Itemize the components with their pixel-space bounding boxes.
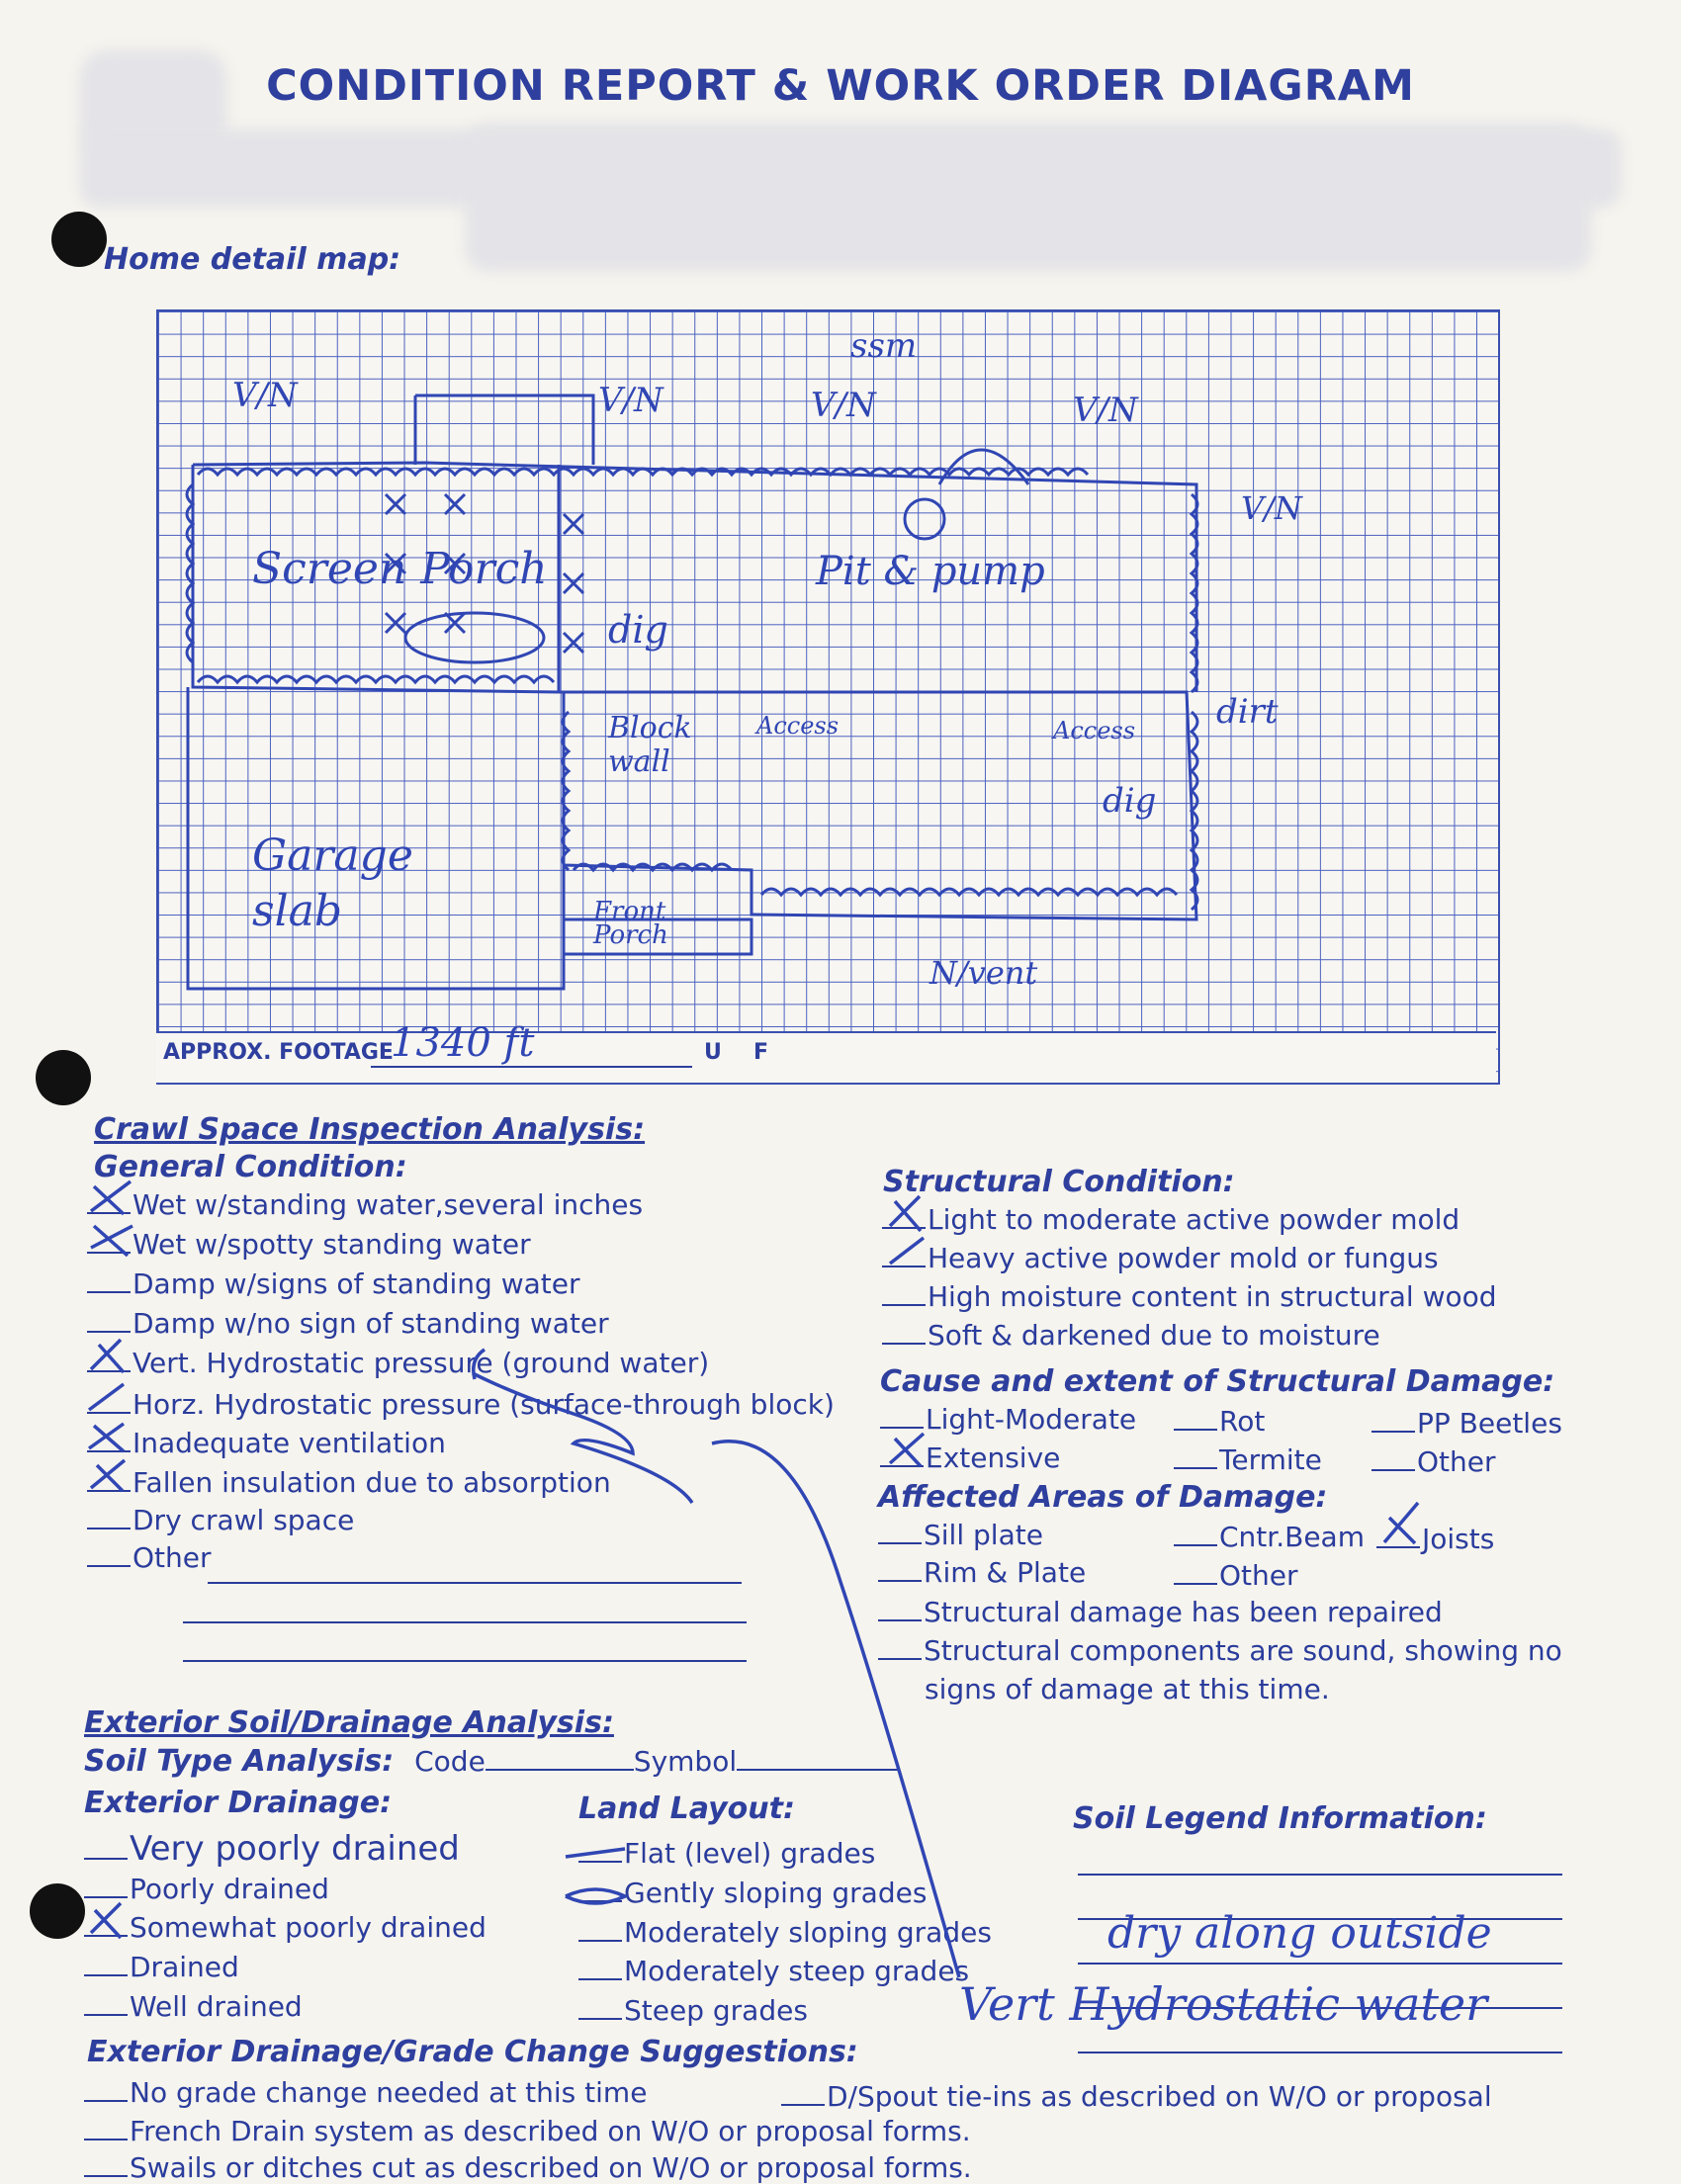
cause-item: Light-Moderate <box>880 1403 1136 1436</box>
soil-legend-title: Soil Legend Information: <box>1073 1801 1487 1836</box>
affected-item: Sill plate <box>878 1519 1043 1551</box>
land-item: Moderately steep grades <box>578 1955 969 1987</box>
drainage-item: Drained <box>84 1951 239 1983</box>
suggest-item: D/Spout tie-ins as described on W/O or proposal <box>781 2080 1492 2113</box>
general-item: Wet w/standing water,several inches <box>87 1188 643 1221</box>
approx-footage-value: 1340 ft <box>391 1020 535 1066</box>
cause-title: Cause and extent of Structural Damage: <box>880 1364 1555 1399</box>
map-note-screen-porch: Screen Porch <box>252 544 548 594</box>
soil-title: Exterior Soil/Drainage Analysis: <box>84 1705 614 1740</box>
suggest-item: French Drain system as described on W/O or proposal forms. <box>84 2115 971 2147</box>
affected-title: Affected Areas of Damage: <box>878 1480 1328 1515</box>
general-item: Vert. Hydrostatic pressure (ground water) <box>87 1347 709 1379</box>
general-item: Other <box>87 1541 212 1574</box>
map-note-vn-3: V/N <box>811 386 876 425</box>
u-label: U <box>704 1040 722 1065</box>
crawl-space-title: Crawl Space Inspection Analysis: <box>94 1112 646 1147</box>
cause-item: Extensive <box>880 1441 1060 1474</box>
map-note-dig-1: dig <box>608 608 668 652</box>
general-item: Damp w/no sign of standing water <box>87 1307 609 1340</box>
map-note-right-vn: V/N <box>1241 489 1302 527</box>
land-item: Flat (level) grades <box>578 1837 875 1870</box>
map-note-pit-pump: Pit & pump <box>816 549 1045 594</box>
drainage-item: Very poorly drained <box>84 1829 460 1869</box>
map-note-dig-2: dig <box>1103 781 1157 821</box>
legend-handwriting-2: Vert Hydrostatic water <box>959 1977 1488 2031</box>
legend-handwriting-1: dry along outside <box>1107 1908 1492 1959</box>
land-item: Steep grades <box>578 1994 808 2027</box>
drainage-item: Poorly drained <box>84 1873 329 1905</box>
repaired-item: Structural damage has been repaired <box>878 1596 1443 1628</box>
map-note-access-2: Access <box>1053 717 1136 744</box>
general-item: Fallen insulation due to absorption <box>87 1466 611 1499</box>
affected-item: Other <box>1174 1559 1298 1592</box>
map-note-block-wall: Block wall <box>608 711 692 779</box>
land-item: Moderately sloping grades <box>578 1916 992 1949</box>
home-detail-map-label: Home detail map: <box>104 242 401 277</box>
exterior-drainage-title: Exterior Drainage: <box>84 1786 393 1820</box>
land-item: Gently sloping grades <box>578 1877 927 1909</box>
suggestions-title: Exterior Drainage/Grade Change Suggestions: <box>87 2035 858 2069</box>
soil-type-label: Soil Type Analysis: <box>84 1744 395 1779</box>
general-item: Inadequate ventilation <box>87 1427 446 1459</box>
structural-condition-title: Structural Condition: <box>883 1165 1235 1199</box>
map-note-top: ssm <box>850 326 918 366</box>
structural-item: High moisture content in structural wood <box>882 1280 1497 1313</box>
cause-item: Rot <box>1174 1405 1265 1438</box>
map-note-front-porch: Front Porch <box>593 897 668 950</box>
page-title: CONDITION REPORT & WORK ORDER DIAGRAM <box>266 61 1415 111</box>
drainage-item: Somewhat poorly drained <box>84 1911 487 1944</box>
structural-item: Soft & darkened due to moisture <box>882 1319 1380 1352</box>
sound-item-cont: signs of damage at this time. <box>925 1673 1330 1705</box>
structural-item: Heavy active powder mold or fungus <box>882 1242 1439 1274</box>
map-note-vn-1: V/N <box>232 376 298 415</box>
symbol-label: Symbol <box>633 1745 738 1778</box>
map-note-access-1: Access <box>756 712 840 740</box>
structural-item: Light to moderate active powder mold <box>882 1203 1460 1236</box>
map-note-garage-slab: Garage slab <box>252 830 413 936</box>
f-label: F <box>753 1040 769 1065</box>
drainage-item: Well drained <box>84 1990 303 2023</box>
affected-item: Joists <box>1376 1523 1494 1555</box>
map-note-n-vent: N/vent <box>929 954 1038 992</box>
general-item: Wet w/spotty standing water <box>87 1228 531 1261</box>
map-note-vn-4: V/N <box>1073 391 1138 430</box>
approx-footage-label: APPROX. FOOTAGE <box>163 1040 394 1065</box>
general-item: Horz. Hydrostatic pressure (surface-through block) <box>87 1388 835 1421</box>
affected-item: Rim & Plate <box>878 1556 1086 1589</box>
suggest-item: Swails or ditches cut as described on W/O or proposal forms. <box>84 2151 972 2184</box>
cause-item: Other <box>1371 1445 1496 1478</box>
land-layout-title: Land Layout: <box>578 1791 795 1826</box>
code-label: Code <box>414 1745 486 1778</box>
map-note-right-dirt: dirt <box>1216 692 1279 732</box>
general-item: Dry crawl space <box>87 1504 354 1536</box>
general-condition-title: General Condition: <box>94 1150 407 1184</box>
sound-item: Structural components are sound, showing no <box>878 1634 1562 1667</box>
general-item: Damp w/signs of standing water <box>87 1267 579 1300</box>
map-note-vn-2: V/N <box>598 381 664 420</box>
cause-item: PP Beetles <box>1371 1407 1562 1440</box>
affected-item: Cntr.Beam <box>1174 1521 1365 1553</box>
cause-item: Termite <box>1174 1443 1322 1476</box>
suggest-item: No grade change needed at this time <box>84 2076 647 2109</box>
